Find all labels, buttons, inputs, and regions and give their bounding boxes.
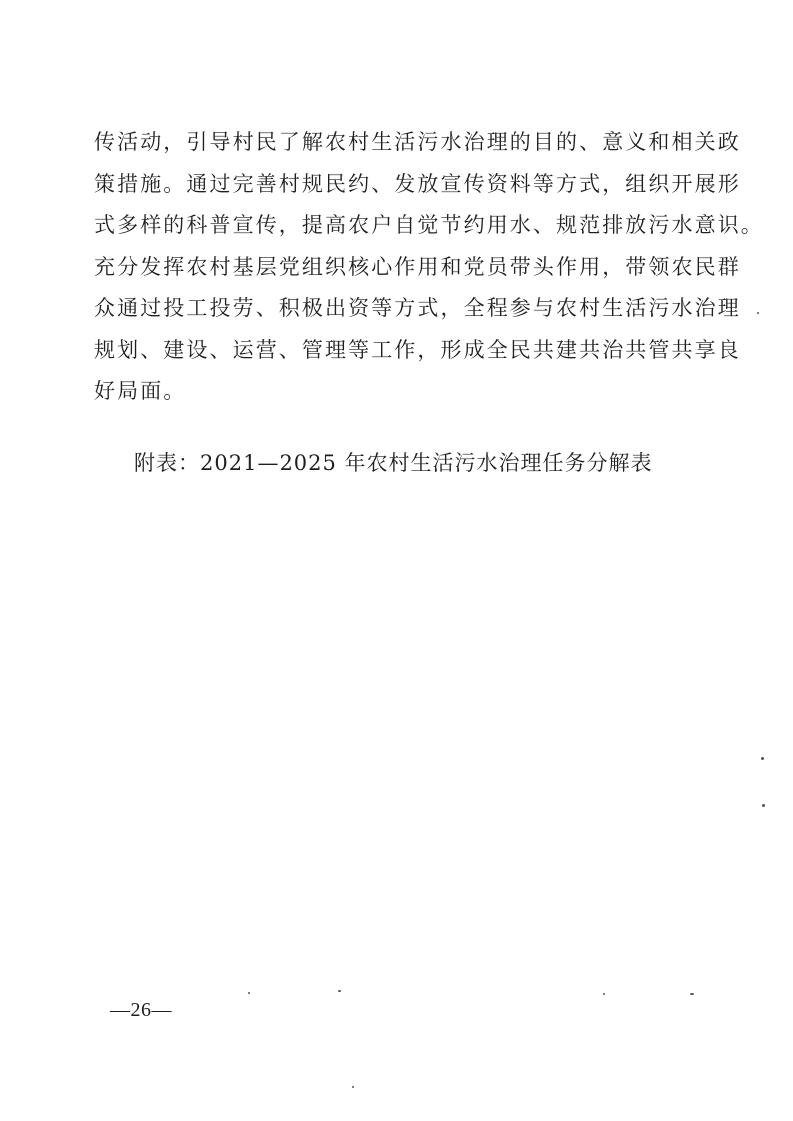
scan-speck — [352, 1086, 354, 1088]
scan-speck — [757, 312, 759, 314]
page-number: —26— — [110, 999, 172, 1021]
paragraph-line: 规划、建设、运营、管理等工作，形成全民共建共治共管共享良 — [94, 337, 741, 362]
paragraph-line: 传活动，引导村民了解农村生活污水治理的目的、意义和相关政 — [94, 130, 741, 154]
scan-speck — [761, 757, 764, 760]
scan-speck — [690, 993, 694, 995]
paragraph-line: 策措施。通过完善村规民约、发放宣传资料等方式，组织开展形 — [94, 171, 741, 196]
paragraph-line: 充分发挥农村基层党组织核心作用和党员带头作用，带领农民群 — [94, 254, 741, 279]
paragraph-line: 式多样的科普宣传，提高农户自觉节约用水、规范排放污水意识。 — [94, 213, 764, 237]
attachment-note: 附表：2021—2025 年农村生活污水治理任务分解表 — [134, 451, 653, 475]
paragraph-line: 好局面。 — [94, 379, 187, 403]
scan-speck — [762, 804, 765, 807]
body-paragraph — [94, 122, 764, 413]
scan-speck — [248, 992, 250, 994]
scan-speck — [338, 990, 341, 992]
scan-speck — [603, 993, 605, 995]
paragraph-line: 众通过投工投劳、积极出资等方式，全程参与农村生活污水治理 — [94, 296, 741, 320]
